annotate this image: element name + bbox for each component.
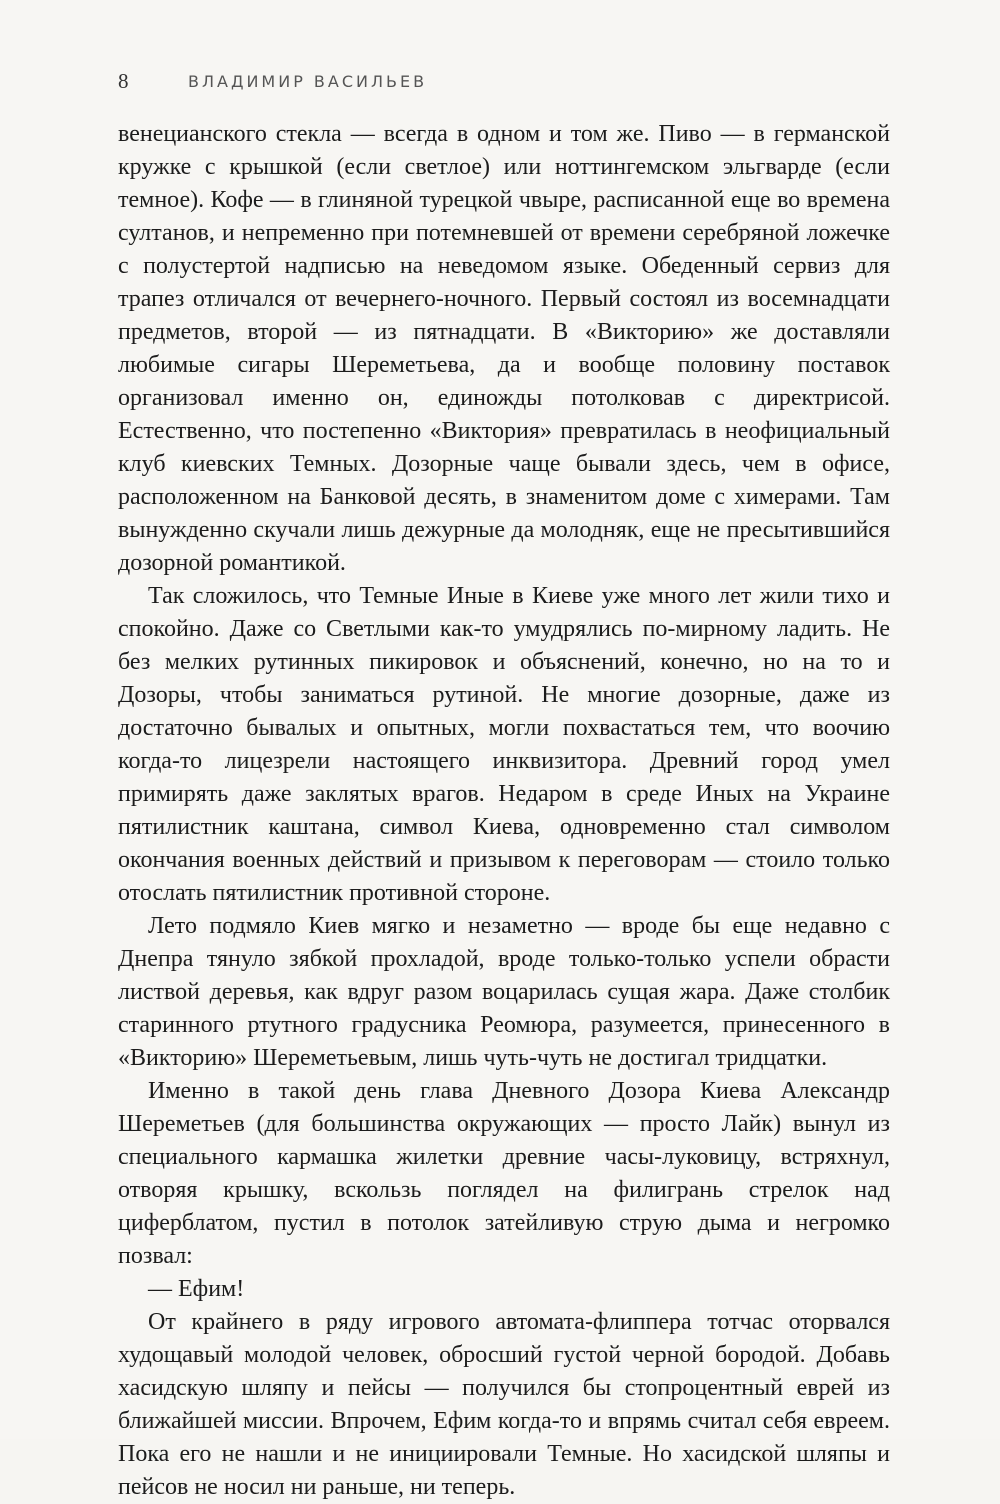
page-header — [118, 66, 882, 96]
body-text — [118, 118, 890, 1504]
paragraph-2: Так сложилось, что Темные Иные в Киеве уже много лет жили тихо и спокойно. Даже со Светлыми как-то умудрялись по-мирному ладить. Не без мелких рутинных пикировок и объяснений, конечно, но на то и Дозоры, чтобы заниматься рутиной. Не многие дозорные, даже из достаточно бывалых и опытных, могли похвастаться тем, что воочию когда-то лицезрели настоящего инквизитора. Древний город умел примирять даже заклятых врагов. Недаром в среде Иных на Украине пятилистник каштана, символ Киева, одновременно стал символом окончания военных действий и призывом к переговорам — стоило только отослать пятилистник противной стороне. — [118, 583, 890, 906]
paragraph-5: От крайнего в ряду игрового автомата-флиппера тотчас оторвался худощавый молодой человек, обросший густой черной бородой. Добавь хасидскую шляпу и пейсы — получился бы стопроцентный еврей из ближайшей миссии. Впрочем, Ефим когда-то и впрямь считал себя евреем. Пока его не нашли и не инициировали Темные. Но хасидской шляпы и пейсов не носил ни раньше, ни теперь. — [118, 1309, 890, 1500]
page-number: 8 — [118, 68, 129, 93]
paragraph-1: венецианского стекла — всегда в одном и том же. Пиво — в германской кружке с крышкой (если светлое) или ноттингемском эльгварде (если темное). Кофе — в глиняной турецкой чвыре, расписанной еще во времена султанов, и непременно при потемневшей от времени серебряной ложечке с полустертой надписью на неведомом языке. Обеденный сервиз для трапез отличался от вечернего-ночного. Первый состоял из восемнадцати предметов, второй — из пятнадцати. В «Викторию» же доставляли любимые сигары Шереметьева, да и вообще половину поставок организовал именно он, единожды потолковав с директрисой. Естественно, что постепенно «Виктория» превратилась в неофициальный клуб киевских Темных. Дозорные чаще бывали здесь, чем в офисе, расположенном на Банковой десять, в знаменитом доме с химерами. Там вынужденно скучали лишь дежурные да молодняк, еще не пресытившийся дозорной романтикой. — [118, 121, 890, 576]
paragraph-4: Именно в такой день глава Дневного Дозора Киева Александр Шереметьев (для большинства окружающих — просто Лайк) вынул из специального кармашка жилетки древние часы-луковицу, встряхнул, отворяя крышку, вскользь поглядел на филигрань стрелок над циферблатом, пустил в потолок затейливую струю дыма и негромко позвал: — [118, 1078, 890, 1269]
running-head: ВЛАДИМИР ВАСИЛЬЕВ — [188, 71, 428, 91]
dialogue-line: — Ефим! — [148, 1276, 245, 1302]
paragraph-3: Лето подмяло Киев мягко и незаметно — вроде бы еще недавно с Днепра тянуло зябкой прохладой, вроде только-только успели обрасти листвой деревья, как вдруг разом воцарилась сущая жара. Даже столбик старинного ртутного градусника Реомюра, разумеется, принесенного в «Викторию» Шереметьевым, лишь чуть-чуть не достигал тридцатки. — [118, 913, 890, 1071]
